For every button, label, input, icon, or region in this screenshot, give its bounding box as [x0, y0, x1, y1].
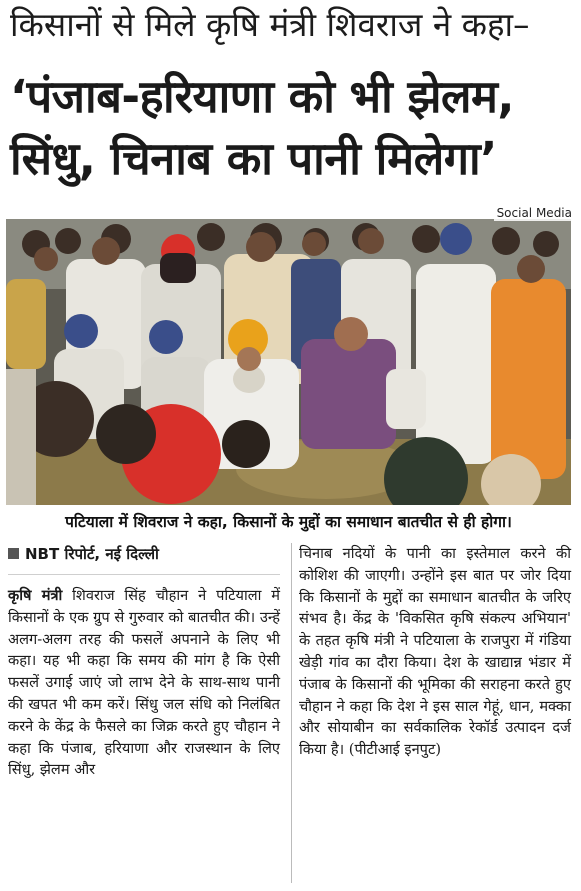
photo-caption: पटियाला में शिवराज ने कहा, किसानों के मुद्दों का समाधान बातचीत से ही होगा।	[65, 513, 512, 531]
byline-text: NBT रिपोर्ट, नई दिल्ली	[25, 545, 159, 563]
body-paragraph-right: चिनाब नदियों के पानी का इस्तेमाल करने की कोशिश की जाएगी। उन्होंने इस बात पर जोर दिया कि किसानों के मुद्दों का समाधान बातचीत के जरिए संभव है। केंद्र के 'विकसित कृषि संकल्प अभियान' के तहत कृषि मंत्री ने पटियाला के राजपुरा में गंडिया खेड़ी गांव का दौरा किया। देश के खाद्यान्न भंडार में पंजाब के किसानों की भूमिका की सराहना करते हुए चौहान ने कहा कि देश ने इस साल गेहूं, धान, मक्का और सोयाबीन का सर्वकालिक रेकॉर्ड उत्पादन दर्ज किया है। (पीटीआई इनपुट)	[299, 545, 571, 759]
body-text-left: शिवराज सिंह चौहान ने पटियाला में किसानों के एक ग्रुप से गुरुवार को बातचीत की। उन्हें अलग-अलग तरह की फसलें अपनाने के लिए भी कहा। यह भी कहा कि समय की मांग है कि ऐसी फसलें उगाई जाएं जो लाभ देने के साथ-साथ पानी की खपत भी कम करें। सिंधु जल संधि को निलंबित करने के केंद्र के फैसले का जिक्र करते हुए चौहान ने कहा कि पंजाब, हरियाणा और राजस्थान के लिए सिंधु, झेलम और	[8, 587, 280, 779]
headline-line-1: ‘पंजाब-हरियाणा को भी झेलम,	[10, 70, 515, 123]
photo-credit: Social Media	[494, 206, 575, 221]
body-paragraph-left	[8, 585, 280, 781]
news-photo	[6, 219, 571, 505]
square-bullet-icon	[8, 548, 19, 559]
article-headline	[10, 66, 575, 190]
column-divider	[291, 543, 292, 883]
body-lead: कृषि मंत्री	[8, 587, 63, 604]
byline	[8, 543, 280, 565]
body-column-left	[8, 543, 280, 781]
byline-divider	[8, 574, 280, 575]
body-column-right	[299, 543, 571, 761]
article-kicker: किसानों से मिले कृषि मंत्री शिवराज ने कहा–	[10, 5, 530, 44]
headline-line-2: सिंधु, चिनाब का पानी मिलेगा’	[10, 132, 497, 185]
photo-illustration	[6, 219, 571, 505]
